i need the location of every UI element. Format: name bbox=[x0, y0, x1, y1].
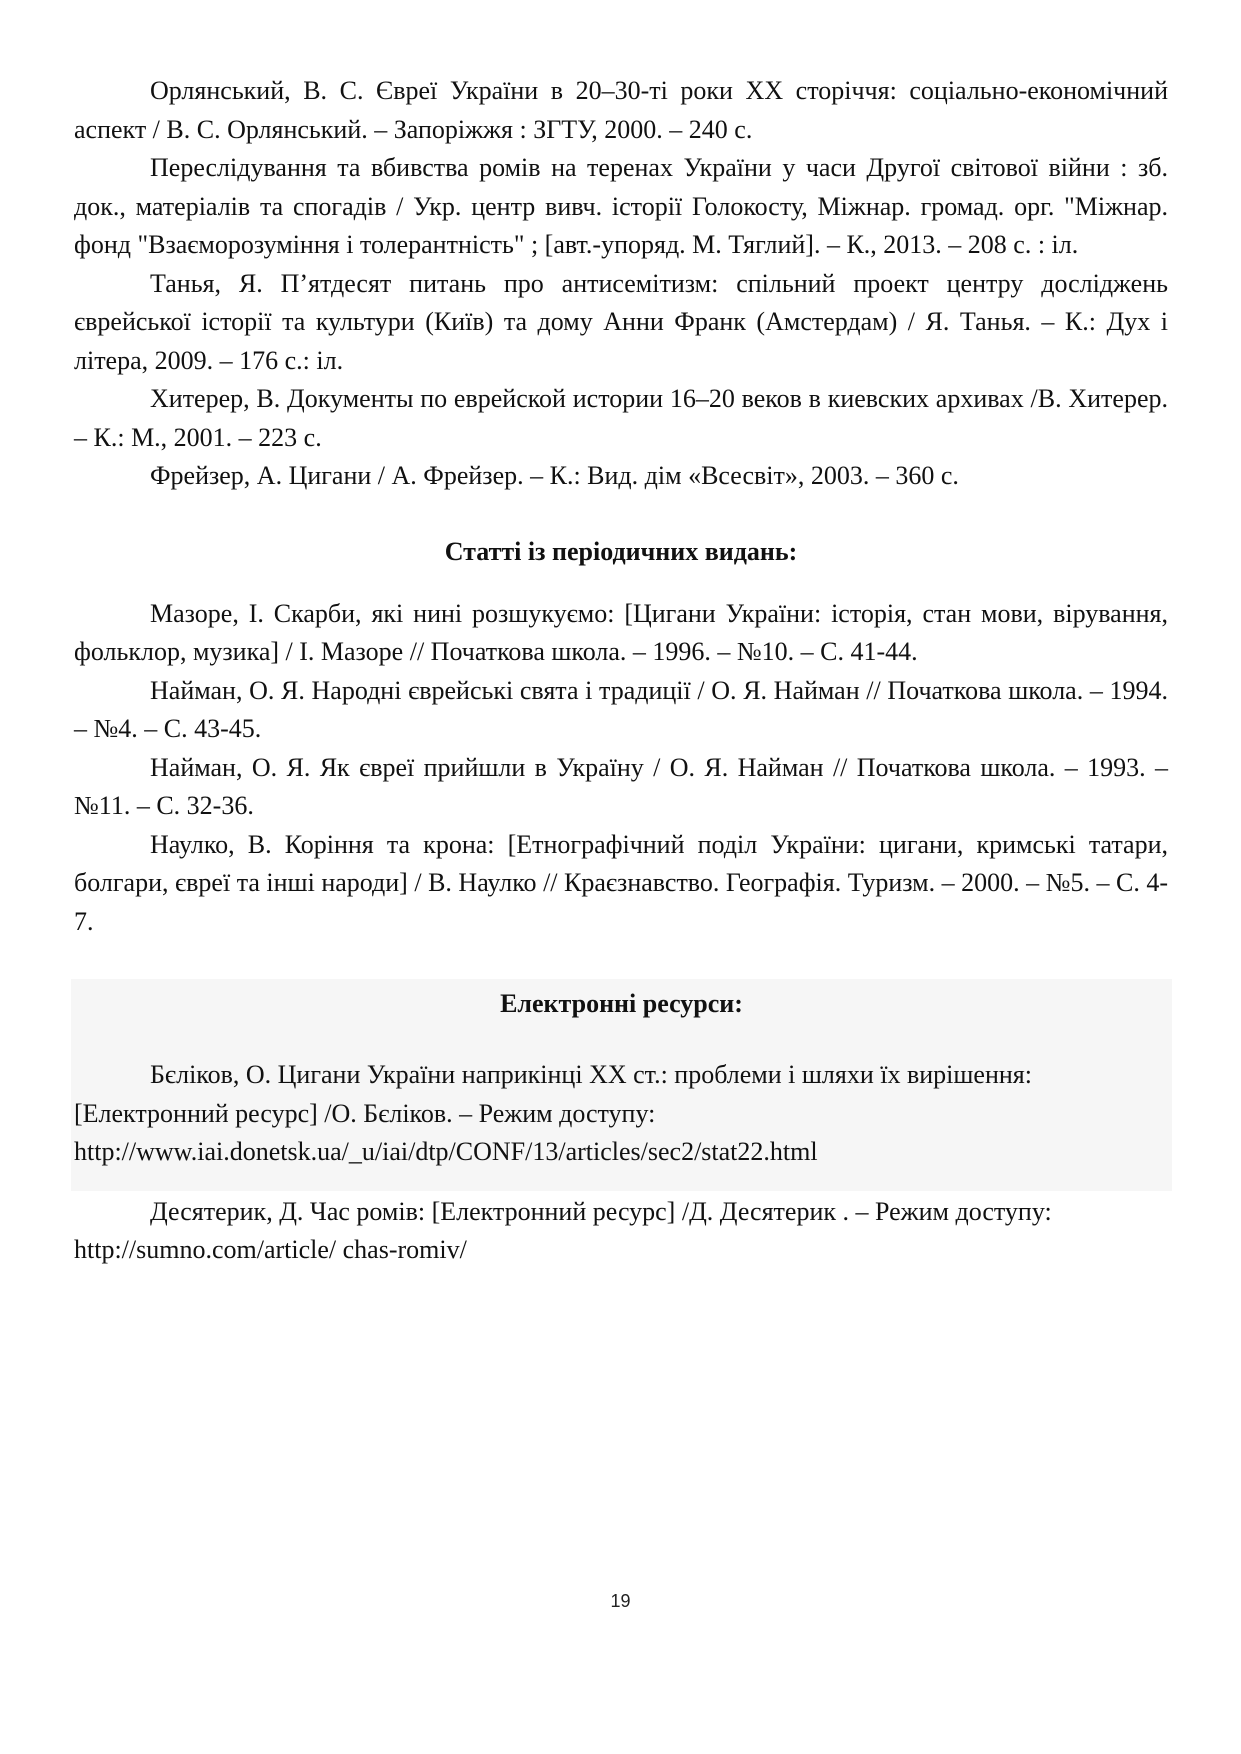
section-heading-electronic: Електронні ресурси: bbox=[500, 989, 743, 1018]
bibliography-entry: Танья, Я. П’ятдесят питань про антисемітизм: спільний проект центру досліджень єврейської історії та культури (Київ) та дому Анни Франк (Амстердам) / Я. Танья. – К.: Дух і літера, 2009. – 176 с.: іл. bbox=[74, 268, 1168, 375]
bibliography-entry: Найман, О. Я. Народні єврейські свята і традиції / О. Я. Найман // Початкова школа. – 1994. – №4. – С. 43-45. bbox=[74, 675, 1168, 743]
books-list bbox=[74, 72, 1168, 496]
bibliography-entry: Бєліков, О. Цигани України наприкінці ХХ ст.: проблеми і шляхи їх вирішення: [Електронний ресурс] /О. Бєліков. – Режим доступу: http://www.iai.donetsk.ua/_u/iai/dtp/CONF/13/articles/sec2/stat22.html bbox=[74, 1060, 1032, 1166]
electronic-resources-section bbox=[71, 979, 1172, 1191]
bibliography-entry: Найман, О. Я. Як євреї прийшли в Україну / О. Я. Найман // Початкова школа. – 1993. – №11. – С. 32-36. bbox=[74, 752, 1168, 820]
bibliography-entry: Наулко, В. Коріння та крона: [Етнографічний поділ України: цигани, кримські татари, болгари, євреї та інші народи] / В. Наулко // Краєзнавство. Географія. Туризм. – 2000. – №5. – С. 4-7. bbox=[74, 829, 1168, 936]
bibliography-entry: Орлянський, В. С. Євреї України в 20–30-ті роки ХХ сторіччя: соціально-економічний аспект / В. С. Орлянський. – Запоріжжя : ЗГТУ, 2000. – 240 с. bbox=[74, 76, 1168, 144]
periodicals-list bbox=[74, 595, 1168, 942]
bibliography-entry: Переслідування та вбивства ромів на теренах України у часи Другої світової війни : зб. док., матеріалів та спогадів / Укр. центр вивч. історії Голокосту, Міжнар. громад. орг. "Міжнар. фонд "Взаєморозуміння і толерантність" ; [авт.-упоряд. М. Тяглий]. – К., 2013. – 208 с. : іл. bbox=[74, 153, 1168, 259]
section-heading-periodicals: Статті із періодичних видань: bbox=[444, 536, 798, 566]
bibliography-entry: Фрейзер, А. Цигани / А. Фрейзер. – К.: Вид. дім «Всесвіт», 2003. – 360 с. bbox=[150, 461, 959, 490]
page-number: 19 bbox=[610, 1591, 631, 1611]
bibliography-entry: Десятерик, Д. Час ромів: [Електронний ресурс] /Д. Десятерик . – Режим доступу: http://sumno.com/article/ chas-romiv/ bbox=[74, 1196, 1052, 1264]
page-content bbox=[74, 72, 1168, 1270]
electronic-resources-list-continued bbox=[74, 1193, 1168, 1270]
bibliography-entry: Мазоре, І. Скарби, які нині розшукуємо: [Цигани України: історія, стан мови, вірування, фольклор, музика] / І. Мазоре // Початкова школа. – 1996. – №10. – С. 41-44. bbox=[74, 598, 1168, 666]
bibliography-entry: Хитерер, В. Документы по еврейской истории 16–20 веков в киевских архивах /В. Хитерер. – К.: М., 2001. – 223 с. bbox=[74, 384, 1168, 452]
